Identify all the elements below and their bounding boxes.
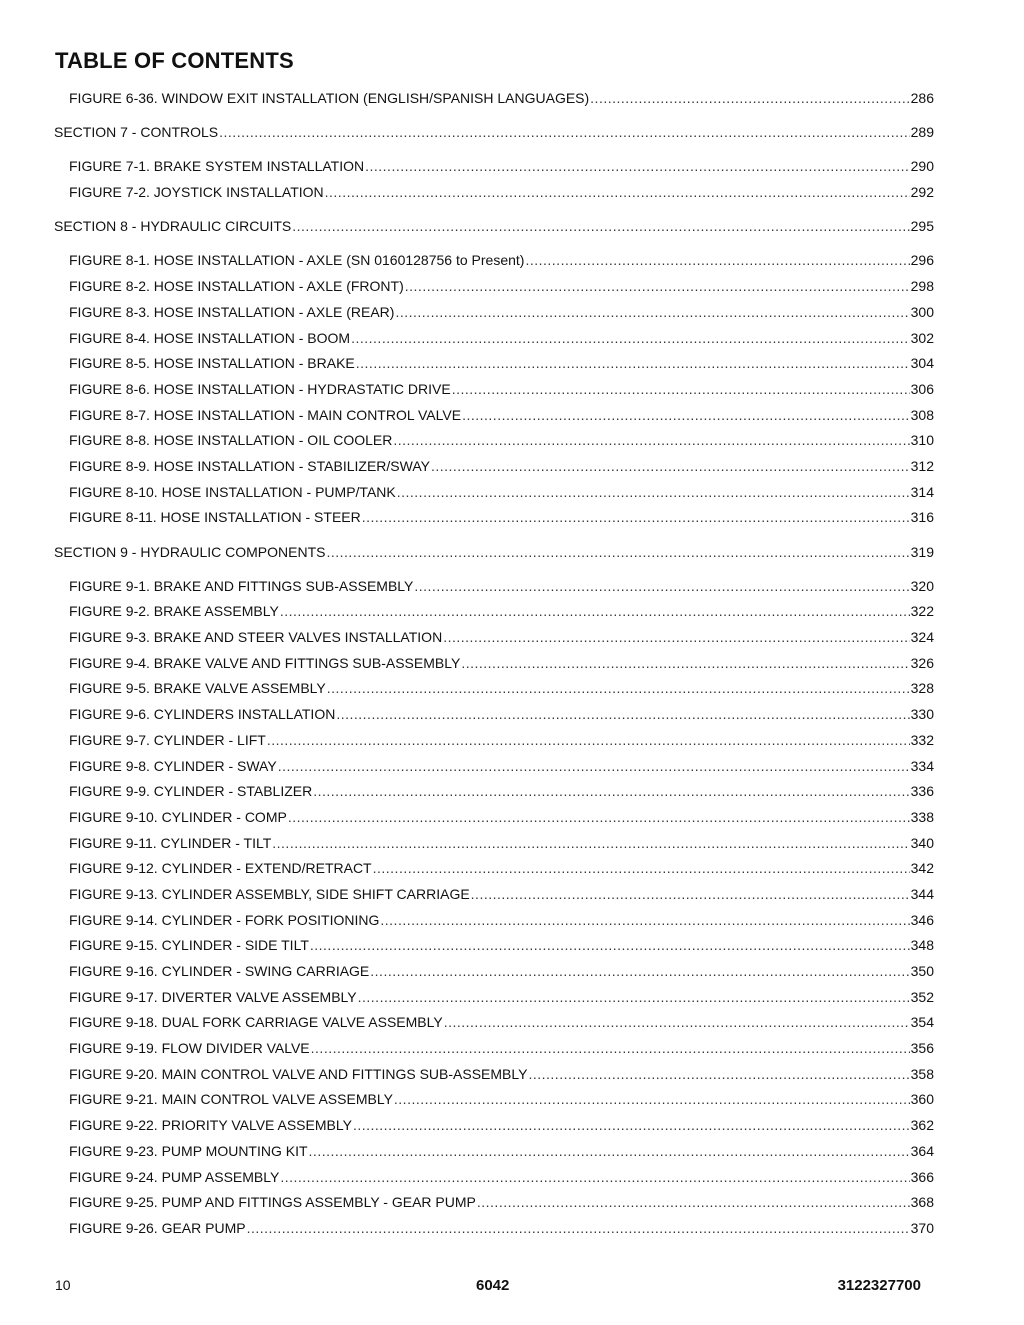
toc-entry-label: FIGURE 9-10. CYLINDER - COMP [69,808,287,825]
toc-figure-entry[interactable] [0,1194,1024,1220]
dot-leader [353,1117,910,1133]
dot-leader [356,355,910,371]
toc-figure-entry[interactable] [0,184,1024,210]
toc-figure-entry[interactable] [0,732,1024,758]
toc-entry-label: FIGURE 6-36. WINDOW EXIT INSTALLATION (ENGLISH/SPANISH LANGUAGES) [69,90,590,106]
footer-page-number: 10 [55,1277,71,1293]
toc-figure-entry[interactable] [0,809,1024,835]
toc-entry-page: 300 [910,303,934,320]
toc-entry-label: FIGURE 9-7. CYLINDER - LIFT [69,731,266,748]
toc-entry-label: FIGURE 9-12. CYLINDER - EXTEND/RETRACT [69,860,372,877]
dot-leader [362,509,910,525]
toc-entry-label: FIGURE 9-15. CYLINDER - SIDE TILT [69,937,309,954]
dot-leader [247,1220,910,1236]
dot-leader [309,1143,910,1159]
toc-figure-entry[interactable] [0,278,1024,304]
toc-entry-label: FIGURE 9-4. BRAKE VALVE AND FITTINGS SUB-ASSEMBLY [69,654,461,671]
toc-entry-page: 354 [910,1014,934,1031]
toc-figure-entry[interactable] [0,758,1024,784]
toc-entry-label: FIGURE 9-2. BRAKE ASSEMBLY [69,603,279,620]
toc-entry-label: FIGURE 9-23. PUMP MOUNTING KIT [69,1142,308,1159]
toc-figure-entry[interactable] [0,655,1024,681]
toc-entry-page: 352 [910,988,934,1005]
toc-entry-page: 314 [910,483,934,500]
dot-leader [462,407,910,423]
toc-figure-entry[interactable] [0,252,1024,278]
toc-entry-label: FIGURE 9-18. DUAL FORK CARRIAGE VALVE ASSEMBLY [69,1014,443,1031]
toc-figure-entry[interactable] [0,886,1024,912]
toc-entry-page: 308 [910,406,934,423]
toc-figure-entry[interactable] [0,381,1024,407]
toc-entry-page: 324 [910,629,934,646]
toc-entry-page: 368 [910,1194,934,1211]
toc-entry-label: FIGURE 9-19. FLOW DIVIDER VALVE [69,1040,310,1057]
toc-figure-entry[interactable] [0,706,1024,732]
dot-leader [327,680,910,696]
toc-entry-page: 302 [910,329,934,346]
toc-entry-label: SECTION 8 - HYDRAULIC CIRCUITS [54,218,292,235]
toc-entry-page: 336 [910,783,934,800]
toc-entry-page: 289 [910,124,934,141]
toc-entry-page: 296 [910,252,934,269]
dot-leader [325,184,910,200]
dot-leader [525,252,909,268]
toc-entry-label: FIGURE 8-7. HOSE INSTALLATION - MAIN CONTROL VALVE [69,406,462,423]
toc-entry-page: 298 [910,278,934,295]
toc-figure-entry[interactable] [0,1066,1024,1092]
toc-figure-entry[interactable] [0,989,1024,1015]
dot-leader [397,484,910,500]
toc-entry-page: 310 [910,432,934,449]
footer-model: 6042 [476,1277,510,1294]
toc-entry-page: 322 [910,603,934,620]
toc-figure-entry[interactable] [0,835,1024,861]
toc-entry-page: 350 [910,963,934,979]
toc-figure-entry[interactable] [0,680,1024,706]
dot-leader [370,963,909,979]
toc-entry-page: 344 [910,885,934,902]
toc-entry-page: 370 [910,1219,934,1236]
toc-entry-label: FIGURE 9-3. BRAKE AND STEER VALVES INSTALLATION [69,629,443,646]
toc-figure-entry[interactable] [0,90,1024,116]
toc-entry-page: 340 [910,834,934,851]
toc-entry-label: SECTION 7 - CONTROLS [54,124,219,141]
dot-leader [590,90,909,106]
toc-entry-page: 326 [910,654,934,671]
toc-section-entry[interactable] [0,124,1024,150]
toc-figure-entry[interactable] [0,158,1024,184]
toc-entry-label: SECTION 9 - HYDRAULIC COMPONENTS [54,543,326,560]
toc-entry-page: 312 [910,457,934,474]
dot-leader [393,432,909,448]
toc-section-entry[interactable] [0,218,1024,244]
dot-leader [461,655,909,671]
toc-entry-label: FIGURE 9-20. MAIN CONTROL VALVE AND FITTINGS SUB-ASSEMBLY [69,1065,528,1082]
toc-entry-page: 316 [910,509,934,526]
toc-entry-page: 290 [910,158,934,175]
toc-entry-label: FIGURE 9-13. CYLINDER ASSEMBLY, SIDE SHIFT CARRIAGE [69,885,470,902]
toc-figure-entry[interactable] [0,1014,1024,1040]
dot-leader [452,381,910,397]
toc-entry-label: FIGURE 7-1. BRAKE SYSTEM INSTALLATION [69,158,365,175]
dot-leader [278,758,910,774]
toc-entry-label: FIGURE 9-17. DIVERTER VALVE ASSEMBLY [69,988,357,1005]
toc-entry-label: FIGURE 8-6. HOSE INSTALLATION - HYDRASTATIC DRIVE [69,380,451,397]
toc-entry-page: 304 [910,355,934,372]
dot-leader [431,458,910,474]
toc-entry-label: FIGURE 7-2. JOYSTICK INSTALLATION [69,184,324,201]
dot-leader [358,989,910,1005]
toc-entry-label: FIGURE 9-11. CYLINDER - TILT [69,834,272,851]
toc-entry-label: FIGURE 9-24. PUMP ASSEMBLY [69,1168,280,1185]
toc-figure-entry[interactable] [0,1169,1024,1195]
toc-entry-label: FIGURE 9-14. CYLINDER - FORK POSITIONING [69,911,380,928]
toc-figure-entry[interactable] [0,509,1024,535]
dot-leader [373,860,910,876]
toc-figure-entry[interactable] [0,330,1024,356]
dot-leader [219,124,910,140]
toc-entry-page: 362 [910,1117,934,1134]
toc-entry-label: FIGURE 9-25. PUMP AND FITTINGS ASSEMBLY - GEAR PUMP [69,1194,476,1211]
dot-leader [311,1040,910,1056]
toc-entry-page: 334 [910,757,934,774]
toc-entry-label: FIGURE 9-26. GEAR PUMP [69,1219,246,1236]
toc-figure-entry[interactable] [0,355,1024,381]
dot-leader [405,278,910,294]
toc-entry-page: 306 [910,380,934,397]
toc-entry-label: FIGURE 8-2. HOSE INSTALLATION - AXLE (FRONT) [69,278,404,295]
toc-figure-entry[interactable] [0,963,1024,989]
dot-leader [443,629,909,645]
toc-figure-entry[interactable] [0,783,1024,809]
toc-figure-entry[interactable] [0,860,1024,886]
dot-leader [288,809,910,825]
dot-leader [395,304,909,320]
dot-leader [336,706,909,722]
toc-entry-page: 358 [910,1065,934,1082]
dot-leader [326,544,909,560]
toc-figure-entry[interactable] [0,578,1024,604]
toc-figure-entry[interactable] [0,304,1024,330]
toc-entry-page: 364 [910,1142,934,1159]
toc-figure-entry[interactable] [0,484,1024,510]
toc-figure-entry[interactable] [0,1117,1024,1143]
toc-figure-entry[interactable] [0,603,1024,629]
toc-figure-entry[interactable] [0,1091,1024,1117]
toc-entry-label: FIGURE 9-1. BRAKE AND FITTINGS SUB-ASSEMBLY [69,577,414,594]
toc-entry-page: 328 [910,680,934,697]
toc-figure-entry[interactable] [0,912,1024,938]
toc-entry-page: 292 [910,184,934,201]
dot-leader [444,1014,910,1030]
toc-entry-page: 342 [910,860,934,877]
toc-entry-page: 320 [910,577,934,594]
toc-entry-label: FIGURE 9-16. CYLINDER - SWING CARRIAGE [69,963,370,979]
toc-figure-entry[interactable] [0,937,1024,963]
toc-section-entry[interactable] [0,544,1024,570]
toc-entry-page: 330 [910,706,934,723]
dot-leader [310,937,910,953]
dot-leader [272,835,909,851]
dot-leader [380,912,909,928]
toc-entry-label: FIGURE 9-6. CYLINDERS INSTALLATION [69,706,336,723]
toc-figure-entry[interactable] [0,1040,1024,1066]
toc-entry-page: 295 [910,218,934,235]
dot-leader [280,1169,909,1185]
toc-entry-label: FIGURE 9-8. CYLINDER - SWAY [69,757,277,774]
toc-figure-entry[interactable] [0,1143,1024,1169]
toc-entry-page: 346 [910,911,934,928]
toc-entry-label: FIGURE 8-3. HOSE INSTALLATION - AXLE (REAR) [69,303,395,320]
dot-leader [280,603,910,619]
toc-entry-label: FIGURE 8-9. HOSE INSTALLATION - STABILIZER/SWAY [69,457,430,474]
table-of-contents [0,90,1024,1246]
toc-entry-page: 286 [910,90,934,106]
dot-leader [365,158,910,174]
page-title: TABLE OF CONTENTS [55,48,294,73]
toc-entry-label: FIGURE 9-9. CYLINDER - STABLIZER [69,783,313,800]
toc-entry-page: 360 [910,1091,934,1108]
dot-leader [313,783,909,799]
dot-leader [528,1066,909,1082]
toc-figure-entry[interactable] [0,407,1024,433]
dot-leader [414,578,909,594]
toc-entry-page: 348 [910,937,934,954]
toc-entry-page: 319 [910,543,934,560]
toc-entry-page: 332 [910,731,934,748]
dot-leader [471,886,910,902]
toc-entry-label: FIGURE 9-21. MAIN CONTROL VALVE ASSEMBLY [69,1091,393,1108]
toc-entry-page: 356 [910,1040,934,1057]
toc-entry-label: FIGURE 9-22. PRIORITY VALVE ASSEMBLY [69,1117,352,1134]
footer-doc-number: 3122327700 [837,1277,921,1294]
toc-figure-entry[interactable] [0,1220,1024,1246]
toc-entry-label: FIGURE 8-10. HOSE INSTALLATION - PUMP/TANK [69,483,396,500]
toc-figure-entry[interactable] [0,458,1024,484]
dot-leader [267,732,910,748]
toc-entry-label: FIGURE 8-1. HOSE INSTALLATION - AXLE (SN 0160128756 to Present) [69,252,525,269]
dot-leader [292,218,909,234]
toc-entry-label: FIGURE 8-8. HOSE INSTALLATION - OIL COOLER [69,432,393,449]
dot-leader [477,1194,910,1210]
toc-entry-page: 366 [910,1168,934,1185]
toc-entry-label: FIGURE 9-5. BRAKE VALVE ASSEMBLY [69,680,326,697]
toc-entry-label: FIGURE 8-4. HOSE INSTALLATION - BOOM [69,329,351,346]
dot-leader [351,330,910,346]
toc-entry-label: FIGURE 8-5. HOSE INSTALLATION - BRAKE [69,355,355,372]
toc-entry-page: 338 [910,808,934,825]
toc-figure-entry[interactable] [0,432,1024,458]
toc-figure-entry[interactable] [0,629,1024,655]
toc-entry-label: FIGURE 8-11. HOSE INSTALLATION - STEER [69,509,361,526]
dot-leader [394,1091,910,1107]
